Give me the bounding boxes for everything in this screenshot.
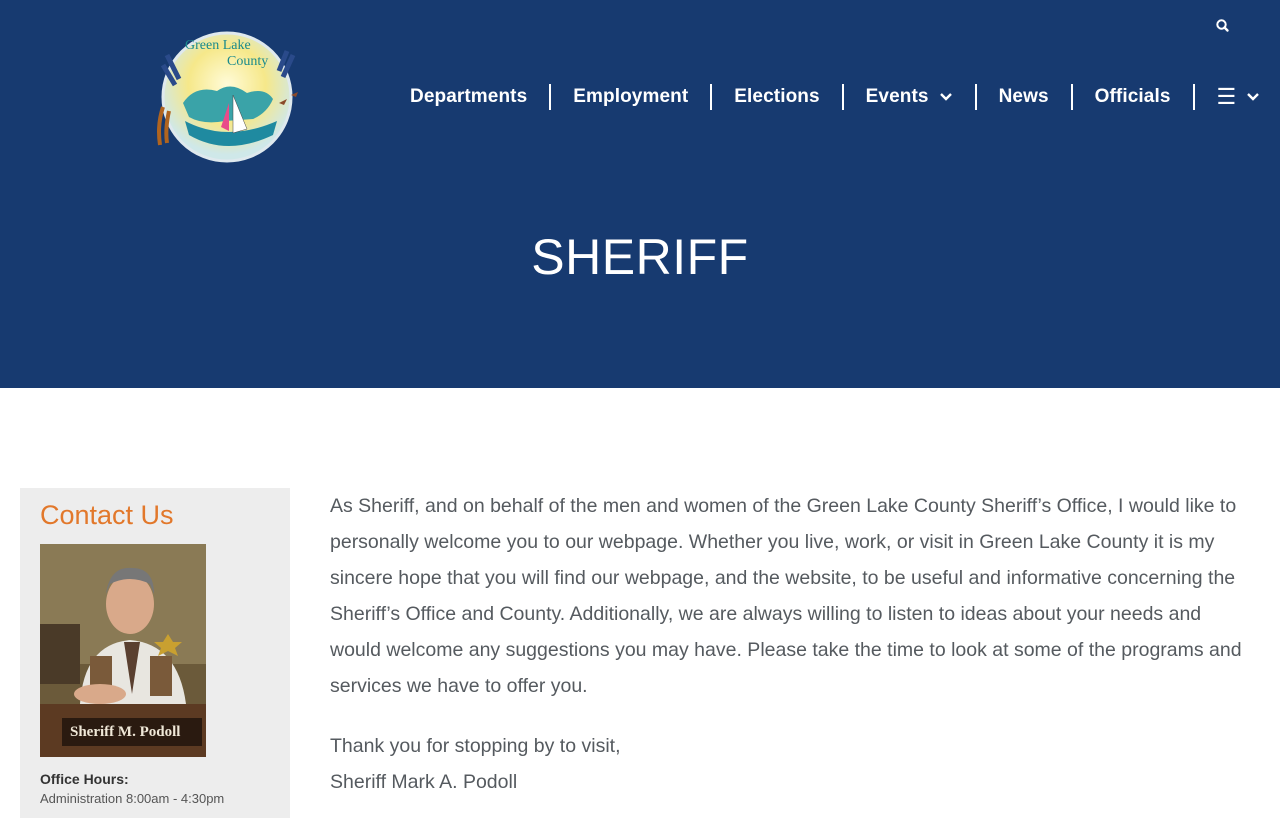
- welcome-paragraph: As Sheriff, and on behalf of the men and women of the Green Lake County Sheriff’s Office, I would like to personally welcome you to our webpage. Whether you live, work, or visit in Green Lake County it is my sincere hope that you will find our webpage, and the website, to be useful and informative concerning the Sheriff’s Office and County. Additionally, we are always willing to listen to ideas about your needs and would welcome any suggestions you may have. Please take the time to look at some of the programs and services we have to offer you.: [330, 488, 1250, 704]
- nav-more-menu[interactable]: [1195, 84, 1280, 110]
- search-icon: [1213, 16, 1233, 36]
- nav-events[interactable]: [844, 84, 975, 110]
- site-header: [0, 0, 1280, 388]
- search-button[interactable]: [1213, 16, 1233, 36]
- nav-officials[interactable]: [1073, 84, 1193, 110]
- closing-line: Thank you for stopping by to visit,: [330, 728, 1250, 764]
- nav-departments-label: Departments: [410, 86, 527, 108]
- nav-employment[interactable]: [551, 84, 710, 110]
- logo-line-2: County: [227, 54, 268, 69]
- office-hours-text: Administration 8:00am - 4:30pm: [40, 791, 224, 806]
- main-content: [330, 488, 1250, 800]
- page-title: SHERIFF: [0, 228, 1280, 286]
- chevron-down-icon: [939, 92, 953, 102]
- nameplate-text: Sheriff M. Podoll: [70, 724, 180, 741]
- nav-events-label: Events: [866, 86, 929, 108]
- chevron-down-icon: [1246, 92, 1260, 102]
- nav-elections[interactable]: [712, 84, 841, 110]
- logo-line-1: Green Lake: [185, 38, 251, 53]
- nav-elections-label: Elections: [734, 86, 819, 108]
- nav-news[interactable]: [977, 84, 1071, 110]
- county-logo[interactable]: [155, 25, 305, 170]
- contact-sidebar: [20, 488, 290, 818]
- hamburger-menu-icon: ☰: [1217, 86, 1237, 108]
- main-nav: [388, 84, 1280, 110]
- nav-news-label: News: [999, 86, 1049, 108]
- signature-line: Sheriff Mark A. Podoll: [330, 764, 1250, 800]
- office-hours-label: Office Hours:: [40, 771, 129, 787]
- nav-employment-label: Employment: [573, 86, 688, 108]
- nav-officials-label: Officials: [1095, 86, 1171, 108]
- sheriff-photo: [40, 544, 206, 757]
- contact-us-heading: Contact Us: [40, 500, 174, 531]
- nav-departments[interactable]: [388, 84, 549, 110]
